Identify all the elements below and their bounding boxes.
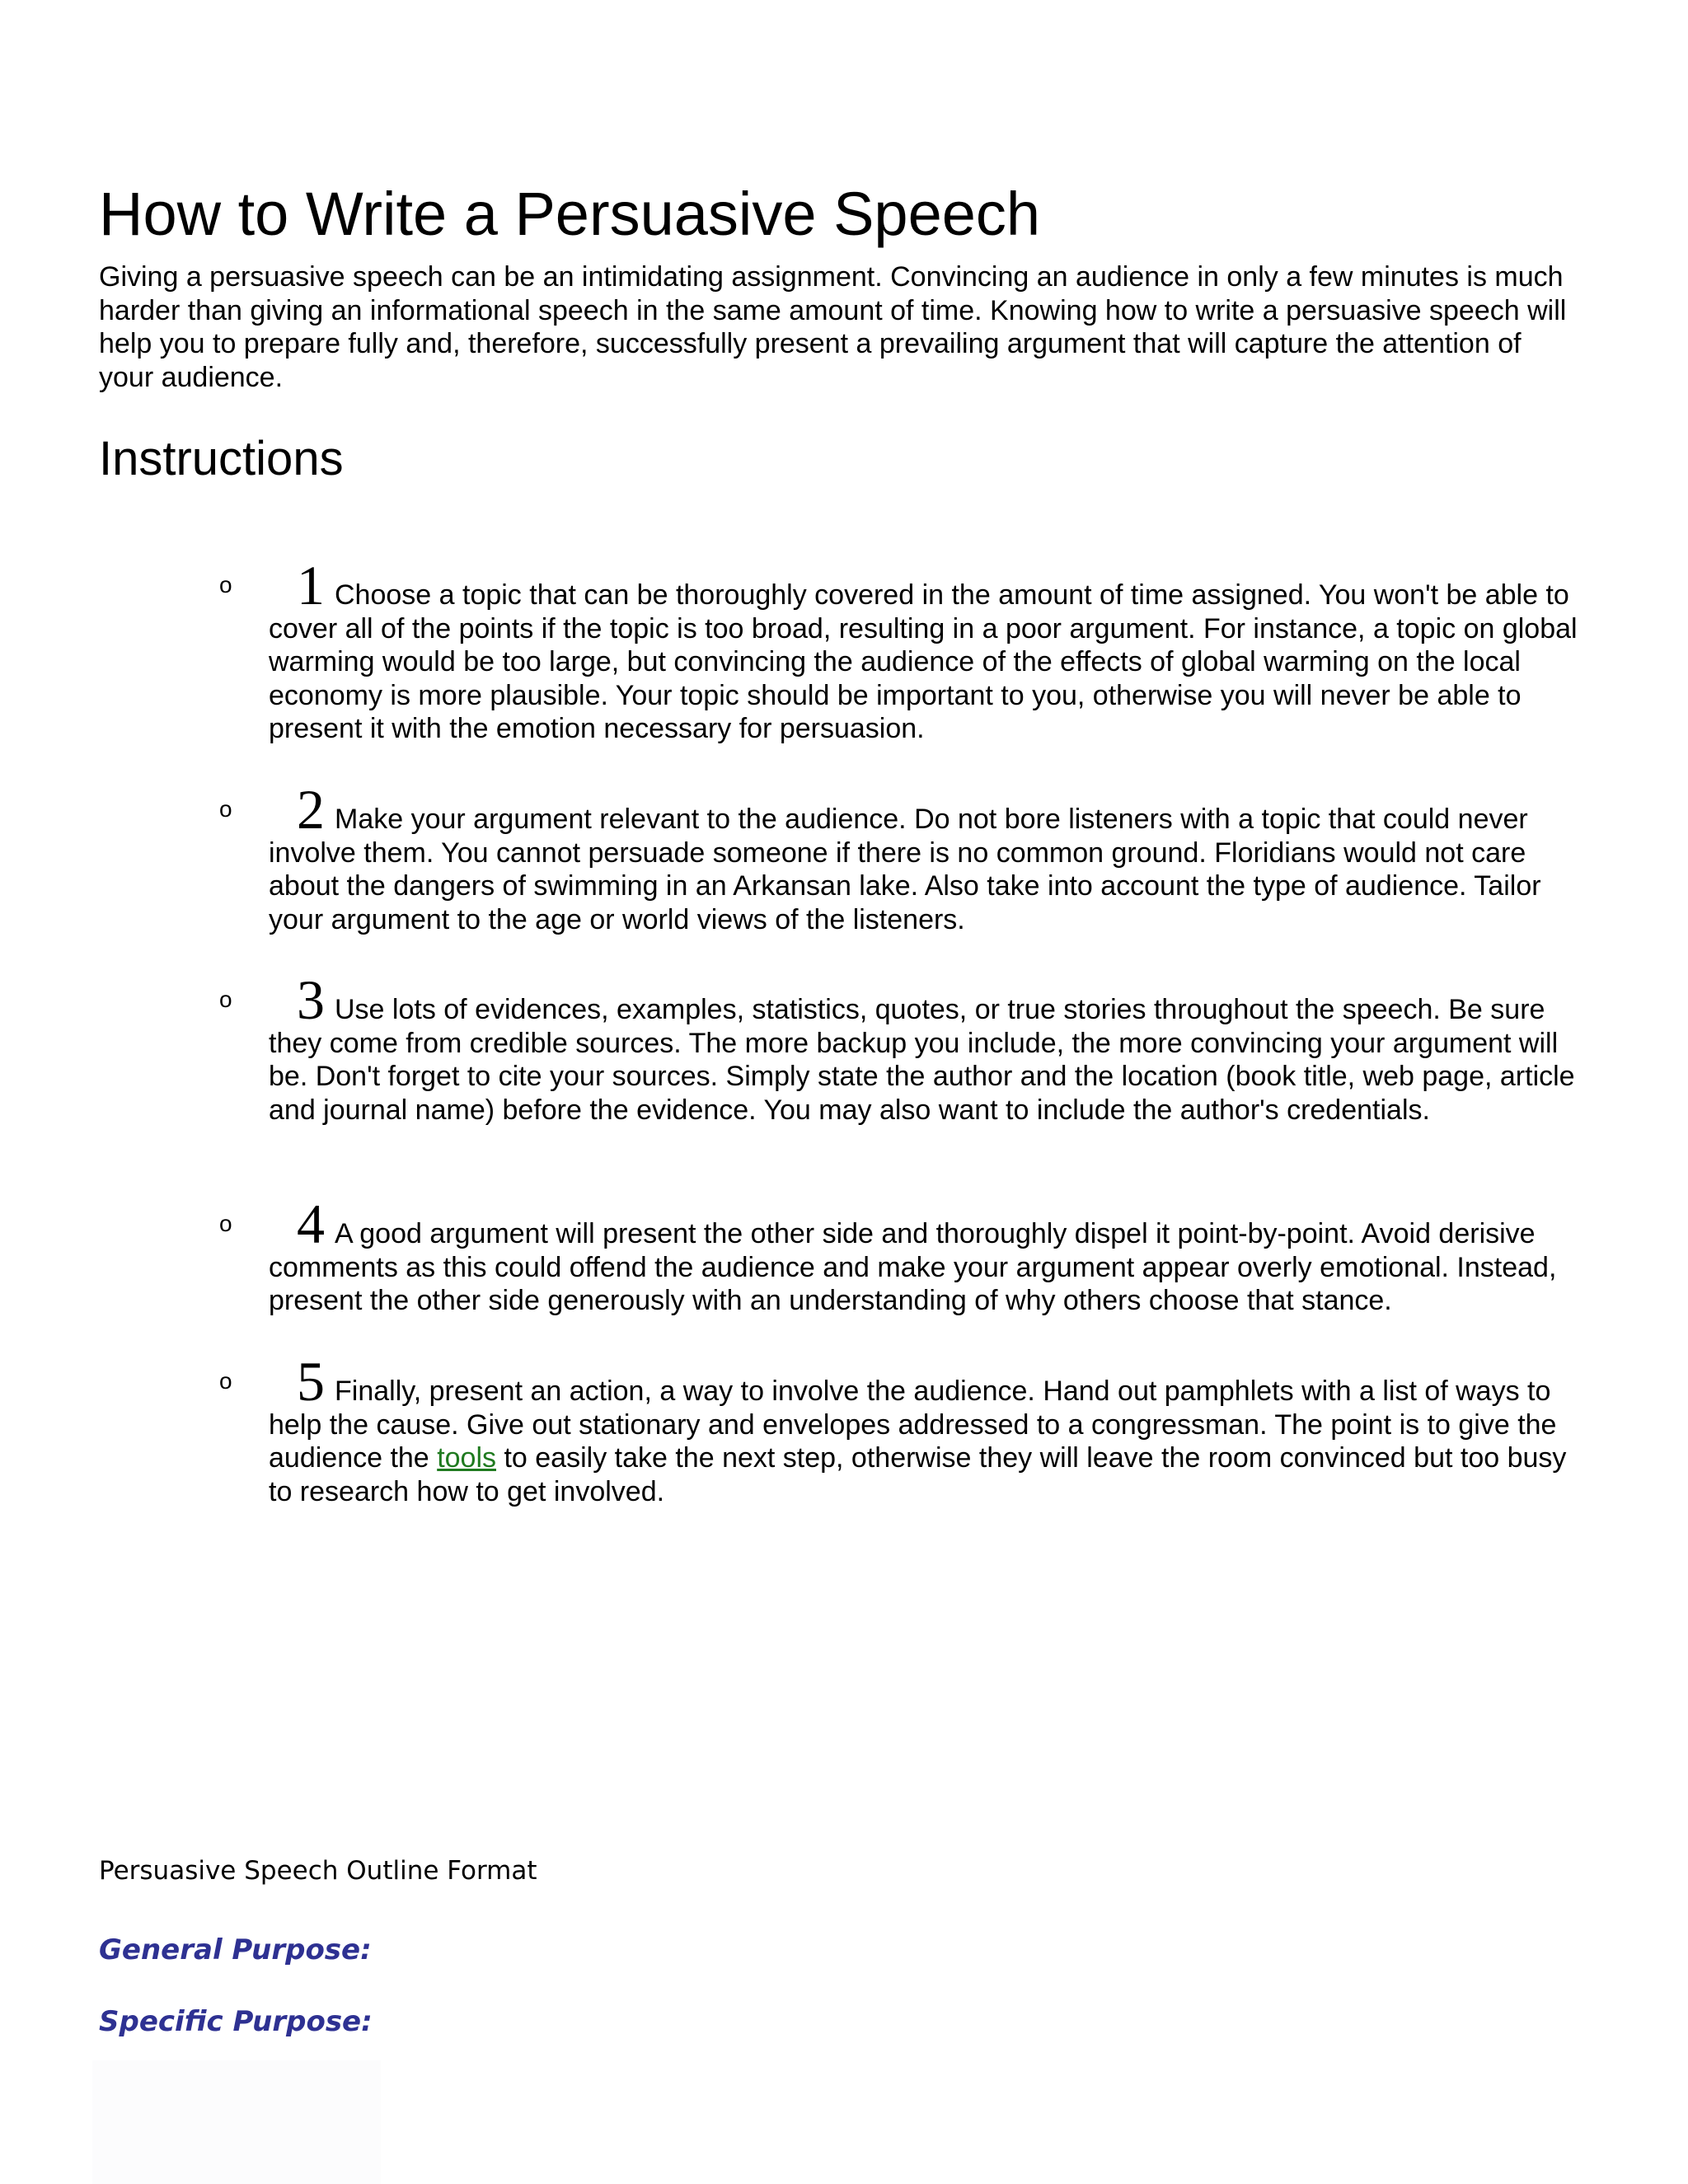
background-shade <box>92 2060 381 2184</box>
intro-paragraph: Giving a persuasive speech can be an intimidating assignment. Convincing an audience in only a few minutes is much harder than giving an informational speech in the same amount of time. Knowing how to write a persuasive speech will help you to prepare fully and, therefore, successfully present a prevailing argument that will capture the attention of your audience. <box>99 261 1567 393</box>
tools-link[interactable]: tools <box>437 1442 497 1474</box>
step-number: 2 <box>297 778 325 841</box>
list-item <box>219 968 1587 1127</box>
step-text-before-link: Finally, present an action, a way to involve the audience. Hand out pamphlets with a list of ways to help the cause. Give out stationary and envelopes addressed to a congressman. The point is to give the audience the <box>269 1376 1557 1474</box>
step-text: Use lots of evidences, examples, statistics, quotes, or true stories throughout the speech. Be sure they come from credible sources. The more backup you include, the more convincing your argument will be. Don't forget to cite your sources. Simply state the author and the location (book title, web page, article and journal name) before the evidence. You may also want to include the author's credentials. <box>269 994 1575 1126</box>
step-text-after-link: to easily take the next step, otherwise they will leave the room convinced but too busy to research how to get involved. <box>269 1442 1567 1507</box>
list-item <box>219 778 1587 936</box>
step-text: Make your argument relevant to the audience. Do not bore listeners with a topic that could never involve them. You cannot persuade someone if there is no common ground. Floridians would not care about the dangers of swimming in an Arkansan lake. Also take into account the type of audience. Tailor your argument to the age or world views of the listeners. <box>269 804 1541 935</box>
bullet-icon: o <box>219 987 232 1012</box>
bullet-icon: o <box>219 1368 232 1394</box>
bullet-icon: o <box>219 572 232 598</box>
step-text: Choose a topic that can be thoroughly covered in the amount of time assigned. You won't be able to cover all of the points if the topic is too broad, resulting in a poor argument. For instance, a topic on global warming would be too large, but convincing the audience of the effects of global warming on the local economy is more plausible. Your topic should be important to you, otherwise you will never be able to present it with the emotion necessary for persuasion. <box>269 579 1578 744</box>
bullet-icon: o <box>219 1211 232 1236</box>
specific-purpose-label: Specific Purpose: <box>99 2005 373 2038</box>
bullet-icon: o <box>219 796 232 822</box>
step-number: 1 <box>297 554 325 616</box>
instructions-heading: Instructions <box>99 432 344 485</box>
outline-title: Persuasive Speech Outline Format <box>99 1856 537 1886</box>
general-purpose-label: General Purpose: <box>99 1933 372 1966</box>
list-item <box>219 554 1587 746</box>
page-title: How to Write a Persuasive Speech <box>99 180 1041 248</box>
list-item <box>219 1350 1587 1508</box>
list-item <box>219 1193 1587 1318</box>
step-number: 4 <box>297 1193 325 1255</box>
step-text: A good argument will present the other side and thoroughly dispel it point-by-point. Avoid derisive comments as this could offend the audience and make your argument appear overly emotional. Instead, present the other side generously with an understanding of why others choose that stance. <box>269 1218 1557 1316</box>
step-number: 5 <box>297 1350 325 1413</box>
step-number: 3 <box>297 968 325 1031</box>
